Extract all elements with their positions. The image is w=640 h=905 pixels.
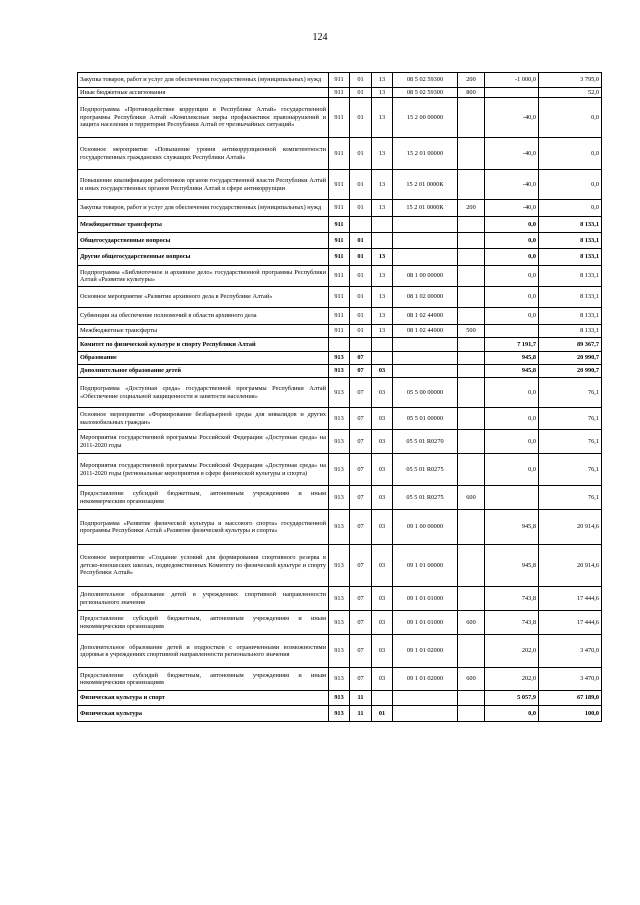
row-change-amount: 0,0 bbox=[485, 266, 539, 287]
row-change-amount: 0,0 bbox=[485, 408, 539, 430]
row-target-article-code: 09 1 01 01000 bbox=[393, 587, 458, 611]
row-expense-type-code bbox=[458, 233, 485, 249]
row-total-amount: 76,1 bbox=[539, 430, 602, 454]
row-target-article-code: 09 1 01 02000 bbox=[393, 668, 458, 691]
row-expense-type-code bbox=[458, 454, 485, 486]
row-name: Образование bbox=[78, 352, 329, 365]
row-expense-type-code bbox=[458, 249, 485, 266]
row-ved-code: 913 bbox=[329, 486, 350, 510]
row-expense-type-code bbox=[458, 217, 485, 233]
row-ved-code: 911 bbox=[329, 200, 350, 217]
table-row bbox=[78, 691, 602, 706]
row-total-amount: 17 444,6 bbox=[539, 587, 602, 611]
row-change-amount: 0,0 bbox=[485, 217, 539, 233]
row-section-code: 01 bbox=[350, 88, 372, 98]
row-total-amount: 76,1 bbox=[539, 378, 602, 408]
row-ved-code: 913 bbox=[329, 510, 350, 545]
row-ved-code: 913 bbox=[329, 378, 350, 408]
row-name: Подпрограмма «Библиотечное и архивное дело» государственной программы Республики Алтай «Развитие культуры» bbox=[78, 266, 329, 287]
row-change-amount: 202,0 bbox=[485, 668, 539, 691]
row-target-article-code: 08 5 02 59300 bbox=[393, 88, 458, 98]
row-subsection-code: 03 bbox=[372, 611, 393, 635]
row-name: Межбюджетные трансферты bbox=[78, 325, 329, 338]
row-subsection-code: 13 bbox=[372, 266, 393, 287]
row-subsection-code: 13 bbox=[372, 170, 393, 200]
row-name: Иные бюджетные ассигнования bbox=[78, 88, 329, 98]
row-subsection-code: 03 bbox=[372, 408, 393, 430]
row-section-code: 07 bbox=[350, 408, 372, 430]
row-target-article-code bbox=[393, 352, 458, 365]
row-expense-type-code bbox=[458, 635, 485, 668]
row-target-article-code: 15 2 01 0000К bbox=[393, 170, 458, 200]
row-section-code: 01 bbox=[350, 308, 372, 325]
row-section-code: 07 bbox=[350, 587, 372, 611]
row-subsection-code bbox=[372, 233, 393, 249]
row-target-article-code: 05 5 00 00000 bbox=[393, 378, 458, 408]
row-total-amount: 3 795,0 bbox=[539, 73, 602, 88]
row-change-amount: 5 057,9 bbox=[485, 691, 539, 706]
row-ved-code: 911 bbox=[329, 325, 350, 338]
row-section-code: 07 bbox=[350, 545, 372, 587]
table-row bbox=[78, 545, 602, 587]
row-total-amount: 76,1 bbox=[539, 408, 602, 430]
row-expense-type-code bbox=[458, 378, 485, 408]
row-total-amount: 100,0 bbox=[539, 706, 602, 722]
row-ved-code: 913 bbox=[329, 668, 350, 691]
row-section-code: 01 bbox=[350, 266, 372, 287]
row-subsection-code: 03 bbox=[372, 510, 393, 545]
row-target-article-code: 08 1 02 44900 bbox=[393, 308, 458, 325]
table-row bbox=[78, 249, 602, 266]
row-expense-type-code: 600 bbox=[458, 611, 485, 635]
page-number: 124 bbox=[312, 32, 328, 43]
table-row bbox=[78, 88, 602, 98]
row-change-amount: 0,0 bbox=[485, 454, 539, 486]
row-name: Дополнительное образование детей в учреждениях спортивной направленности регионального значения bbox=[78, 587, 329, 611]
row-change-amount: 0,0 bbox=[485, 308, 539, 325]
table-row bbox=[78, 365, 602, 378]
row-name: Физическая культура bbox=[78, 706, 329, 722]
row-expense-type-code bbox=[458, 308, 485, 325]
row-target-article-code: 05 5 01 R0270 bbox=[393, 430, 458, 454]
row-change-amount: -40,0 bbox=[485, 98, 539, 138]
row-total-amount: 3 470,0 bbox=[539, 668, 602, 691]
row-ved-code: 911 bbox=[329, 138, 350, 170]
row-ved-code: 913 bbox=[329, 365, 350, 378]
row-expense-type-code: 800 bbox=[458, 88, 485, 98]
row-ved-code: 913 bbox=[329, 454, 350, 486]
row-target-article-code: 08 1 02 44900 bbox=[393, 325, 458, 338]
table-row bbox=[78, 98, 602, 138]
row-name: Физическая культура и спорт bbox=[78, 691, 329, 706]
row-change-amount: 743,8 bbox=[485, 587, 539, 611]
row-total-amount: 8 133,1 bbox=[539, 249, 602, 266]
row-name: Мероприятия государственной программы Российской Федерации «Доступная среда» на 2011-2020 годы bbox=[78, 430, 329, 454]
row-target-article-code: 09 1 01 00000 bbox=[393, 545, 458, 587]
row-name: Межбюджетные трансферты bbox=[78, 217, 329, 233]
table-row bbox=[78, 233, 602, 249]
row-total-amount: 20 914,6 bbox=[539, 510, 602, 545]
row-ved-code: 913 bbox=[329, 635, 350, 668]
row-ved-code: 913 bbox=[329, 352, 350, 365]
row-name: Предоставление субсидий бюджетным, автономным учреждениям и иным некоммерческим организациям bbox=[78, 668, 329, 691]
row-name: Предоставление субсидий бюджетным, автономным учреждениям и иным некоммерческим организациям bbox=[78, 486, 329, 510]
row-expense-type-code: 600 bbox=[458, 668, 485, 691]
row-change-amount: -40,0 bbox=[485, 170, 539, 200]
row-expense-type-code: 500 bbox=[458, 325, 485, 338]
row-ved-code: 913 bbox=[329, 706, 350, 722]
row-section-code: 07 bbox=[350, 430, 372, 454]
table-row bbox=[78, 138, 602, 170]
row-expense-type-code bbox=[458, 706, 485, 722]
row-change-amount: 0,0 bbox=[485, 249, 539, 266]
row-name: Комитет по физической культуре и спорту Республики Алтай bbox=[78, 338, 329, 352]
row-subsection-code: 13 bbox=[372, 287, 393, 308]
row-section-code: 01 bbox=[350, 73, 372, 88]
row-name: Подпрограмма «Противодействие коррупции в Республике Алтай» государственной программы Республики Алтай «Комплексные меры профилактики правонарушений и защита населения и территории Республики Алтай от чрезвычайных ситуаций» bbox=[78, 98, 329, 138]
row-name: Дополнительное образование детей bbox=[78, 365, 329, 378]
table-row bbox=[78, 408, 602, 430]
row-target-article-code bbox=[393, 365, 458, 378]
row-ved-code: 911 bbox=[329, 217, 350, 233]
row-total-amount: 0,0 bbox=[539, 200, 602, 217]
table-row bbox=[78, 430, 602, 454]
row-subsection-code: 03 bbox=[372, 635, 393, 668]
row-name: Предоставление субсидий бюджетным, автономным учреждениям и иным некоммерческим организациям bbox=[78, 611, 329, 635]
row-section-code: 01 bbox=[350, 287, 372, 308]
row-subsection-code: 01 bbox=[372, 706, 393, 722]
row-change-amount: 7 191,7 bbox=[485, 338, 539, 352]
table-row bbox=[78, 200, 602, 217]
row-expense-type-code bbox=[458, 587, 485, 611]
table-row bbox=[78, 352, 602, 365]
row-total-amount: 8 133,1 bbox=[539, 325, 602, 338]
row-total-amount: 8 133,1 bbox=[539, 287, 602, 308]
row-expense-type-code bbox=[458, 138, 485, 170]
row-change-amount: 945,8 bbox=[485, 352, 539, 365]
row-target-article-code bbox=[393, 233, 458, 249]
row-name: Основное мероприятие «Создание условий для формирования спортивного резерва в детско-юношеских школах, подведомственных Комитету по физической культуре и спорту Республики Алтай» bbox=[78, 545, 329, 587]
row-name: Подпрограмма «Развитие физической культуры и массового спорта» государственной программы Республики Алтай «Развитие физической культуры и спорта» bbox=[78, 510, 329, 545]
table-row bbox=[78, 454, 602, 486]
row-total-amount: 0,0 bbox=[539, 138, 602, 170]
row-target-article-code: 09 1 01 02000 bbox=[393, 635, 458, 668]
row-ved-code: 911 bbox=[329, 249, 350, 266]
row-total-amount: 0,0 bbox=[539, 170, 602, 200]
row-total-amount: 3 470,0 bbox=[539, 635, 602, 668]
row-expense-type-code: 200 bbox=[458, 73, 485, 88]
row-total-amount: 76,1 bbox=[539, 486, 602, 510]
row-target-article-code: 15 2 00 00000 bbox=[393, 98, 458, 138]
row-change-amount: 202,0 bbox=[485, 635, 539, 668]
row-name: Закупка товаров, работ и услуг для обеспечения государственных (муниципальных) нужд bbox=[78, 200, 329, 217]
row-subsection-code: 03 bbox=[372, 454, 393, 486]
row-ved-code: 913 bbox=[329, 587, 350, 611]
row-expense-type-code bbox=[458, 352, 485, 365]
row-ved-code: 911 bbox=[329, 266, 350, 287]
row-section-code: 01 bbox=[350, 325, 372, 338]
table-row bbox=[78, 635, 602, 668]
row-section-code: 07 bbox=[350, 454, 372, 486]
row-change-amount: 0,0 bbox=[485, 287, 539, 308]
row-ved-code: 913 bbox=[329, 408, 350, 430]
row-subsection-code bbox=[372, 217, 393, 233]
row-total-amount: 89 367,7 bbox=[539, 338, 602, 352]
row-expense-type-code bbox=[458, 545, 485, 587]
row-section-code bbox=[350, 338, 372, 352]
row-subsection-code bbox=[372, 338, 393, 352]
row-change-amount: 0,0 bbox=[485, 430, 539, 454]
row-ved-code: 913 bbox=[329, 691, 350, 706]
row-subsection-code: 03 bbox=[372, 587, 393, 611]
row-expense-type-code bbox=[458, 691, 485, 706]
row-name: Дополнительное образование детей и подростков с ограниченными возможностями здоровья в учреждениях спортивной направленности регионального значения bbox=[78, 635, 329, 668]
table-row bbox=[78, 611, 602, 635]
row-subsection-code bbox=[372, 691, 393, 706]
row-target-article-code: 15 2 01 00000 bbox=[393, 138, 458, 170]
row-ved-code: 913 bbox=[329, 545, 350, 587]
row-change-amount: 743,8 bbox=[485, 611, 539, 635]
table-row bbox=[78, 308, 602, 325]
row-expense-type-code bbox=[458, 98, 485, 138]
row-section-code: 11 bbox=[350, 706, 372, 722]
row-subsection-code: 13 bbox=[372, 98, 393, 138]
row-change-amount: -40,0 bbox=[485, 138, 539, 170]
table-row bbox=[78, 587, 602, 611]
row-ved-code: 911 bbox=[329, 233, 350, 249]
row-section-code: 01 bbox=[350, 200, 372, 217]
row-expense-type-code bbox=[458, 170, 485, 200]
row-target-article-code bbox=[393, 706, 458, 722]
row-target-article-code bbox=[393, 217, 458, 233]
row-target-article-code: 09 1 01 01000 bbox=[393, 611, 458, 635]
row-change-amount bbox=[485, 88, 539, 98]
row-expense-type-code: 200 bbox=[458, 200, 485, 217]
row-target-article-code bbox=[393, 691, 458, 706]
row-expense-type-code bbox=[458, 266, 485, 287]
row-total-amount: 20 990,7 bbox=[539, 352, 602, 365]
row-section-code: 01 bbox=[350, 170, 372, 200]
row-subsection-code: 03 bbox=[372, 430, 393, 454]
table-row bbox=[78, 325, 602, 338]
row-total-amount: 17 444,6 bbox=[539, 611, 602, 635]
row-target-article-code: 08 1 02 00000 bbox=[393, 287, 458, 308]
row-name: Повышение квалификации работников органов государственной власти Республики Алтай и иных государственных органов Республики Алтай в сфере антикоррупции bbox=[78, 170, 329, 200]
row-total-amount: 8 133,1 bbox=[539, 233, 602, 249]
row-expense-type-code bbox=[458, 365, 485, 378]
table-row bbox=[78, 266, 602, 287]
row-expense-type-code bbox=[458, 510, 485, 545]
table-row bbox=[78, 706, 602, 722]
row-section-code: 01 bbox=[350, 233, 372, 249]
row-ved-code: 911 bbox=[329, 170, 350, 200]
row-section-code: 01 bbox=[350, 249, 372, 266]
row-name: Другие общегосударственные вопросы bbox=[78, 249, 329, 266]
row-subsection-code: 03 bbox=[372, 378, 393, 408]
row-section-code: 01 bbox=[350, 98, 372, 138]
row-name: Основное мероприятие «Развитие архивного дела в Республике Алтай» bbox=[78, 287, 329, 308]
table-row bbox=[78, 170, 602, 200]
row-expense-type-code bbox=[458, 338, 485, 352]
row-target-article-code: 05 5 01 00000 bbox=[393, 408, 458, 430]
row-change-amount: 945,8 bbox=[485, 510, 539, 545]
row-section-code: 07 bbox=[350, 365, 372, 378]
row-expense-type-code: 600 bbox=[458, 486, 485, 510]
table-row bbox=[78, 668, 602, 691]
row-change-amount: 0,0 bbox=[485, 706, 539, 722]
row-target-article-code: 15 2 01 0000К bbox=[393, 200, 458, 217]
row-change-amount: 0,0 bbox=[485, 378, 539, 408]
table-row bbox=[78, 287, 602, 308]
row-expense-type-code bbox=[458, 430, 485, 454]
row-subsection-code: 13 bbox=[372, 308, 393, 325]
row-expense-type-code bbox=[458, 408, 485, 430]
row-total-amount: 20 914,6 bbox=[539, 545, 602, 587]
row-section-code: 07 bbox=[350, 611, 372, 635]
row-section-code: 07 bbox=[350, 510, 372, 545]
row-name: Основное мероприятие «Формирование безбарьерной среды для инвалидов и других маломобильных граждан» bbox=[78, 408, 329, 430]
row-section-code: 07 bbox=[350, 635, 372, 668]
row-total-amount: 20 990,7 bbox=[539, 365, 602, 378]
row-section-code: 07 bbox=[350, 378, 372, 408]
row-change-amount: 945,8 bbox=[485, 365, 539, 378]
row-change-amount: 0,0 bbox=[485, 233, 539, 249]
row-subsection-code: 03 bbox=[372, 668, 393, 691]
row-target-article-code: 05 5 01 R0275 bbox=[393, 486, 458, 510]
row-total-amount: 8 133,1 bbox=[539, 217, 602, 233]
table-row bbox=[78, 73, 602, 88]
row-target-article-code: 08 1 00 00000 bbox=[393, 266, 458, 287]
row-ved-code: 911 bbox=[329, 98, 350, 138]
table-row bbox=[78, 217, 602, 233]
row-total-amount: 0,0 bbox=[539, 98, 602, 138]
row-ved-code: 911 bbox=[329, 308, 350, 325]
row-section-code: 07 bbox=[350, 352, 372, 365]
row-subsection-code: 03 bbox=[372, 545, 393, 587]
table-row bbox=[78, 338, 602, 352]
row-target-article-code: 09 1 00 00000 bbox=[393, 510, 458, 545]
row-name: Субвенции на обеспечение полномочий в области архивного дела bbox=[78, 308, 329, 325]
row-ved-code: 913 bbox=[329, 430, 350, 454]
row-target-article-code bbox=[393, 338, 458, 352]
row-name: Основное мероприятие «Повышение уровня антикоррупционной компетентности государственных гражданских служащих Республики Алтай» bbox=[78, 138, 329, 170]
row-section-code: 11 bbox=[350, 691, 372, 706]
row-subsection-code: 13 bbox=[372, 249, 393, 266]
row-section-code: 07 bbox=[350, 668, 372, 691]
row-subsection-code: 13 bbox=[372, 325, 393, 338]
row-name: Подпрограмма «Доступная среда» государственной программы Республики Алтай «Обеспечение социальной защищенности и занятости населения» bbox=[78, 378, 329, 408]
row-name: Общегосударственные вопросы bbox=[78, 233, 329, 249]
row-subsection-code: 03 bbox=[372, 365, 393, 378]
row-name: Мероприятия государственной программы Российской Федерации «Доступная среда» на 2011-2020 годы (региональные мероприятия в сфере физической культуры и спорта) bbox=[78, 454, 329, 486]
table-row bbox=[78, 510, 602, 545]
row-subsection-code bbox=[372, 352, 393, 365]
row-subsection-code: 13 bbox=[372, 200, 393, 217]
row-ved-code: 911 bbox=[329, 73, 350, 88]
row-target-article-code: 05 5 01 R0275 bbox=[393, 454, 458, 486]
row-change-amount: -40,0 bbox=[485, 200, 539, 217]
row-expense-type-code bbox=[458, 287, 485, 308]
row-change-amount: 945,8 bbox=[485, 545, 539, 587]
row-total-amount: 76,1 bbox=[539, 454, 602, 486]
row-section-code: 01 bbox=[350, 138, 372, 170]
budget-table bbox=[77, 72, 602, 722]
row-subsection-code: 13 bbox=[372, 73, 393, 88]
row-total-amount: 52,0 bbox=[539, 88, 602, 98]
row-subsection-code: 13 bbox=[372, 88, 393, 98]
row-change-amount bbox=[485, 325, 539, 338]
row-total-amount: 67 189,0 bbox=[539, 691, 602, 706]
row-target-article-code: 08 5 02 59300 bbox=[393, 73, 458, 88]
row-ved-code bbox=[329, 338, 350, 352]
row-total-amount: 8 133,1 bbox=[539, 266, 602, 287]
row-change-amount bbox=[485, 486, 539, 510]
row-target-article-code bbox=[393, 249, 458, 266]
table-row bbox=[78, 486, 602, 510]
table-row bbox=[78, 378, 602, 408]
row-ved-code: 911 bbox=[329, 88, 350, 98]
row-total-amount: 8 133,1 bbox=[539, 308, 602, 325]
row-name: Закупка товаров, работ и услуг для обеспечения государственных (муниципальных) нужд bbox=[78, 73, 329, 88]
row-subsection-code: 13 bbox=[372, 138, 393, 170]
row-section-code bbox=[350, 217, 372, 233]
row-ved-code: 913 bbox=[329, 611, 350, 635]
row-ved-code: 911 bbox=[329, 287, 350, 308]
row-subsection-code: 03 bbox=[372, 486, 393, 510]
row-change-amount: -1 000,0 bbox=[485, 73, 539, 88]
row-section-code: 07 bbox=[350, 486, 372, 510]
